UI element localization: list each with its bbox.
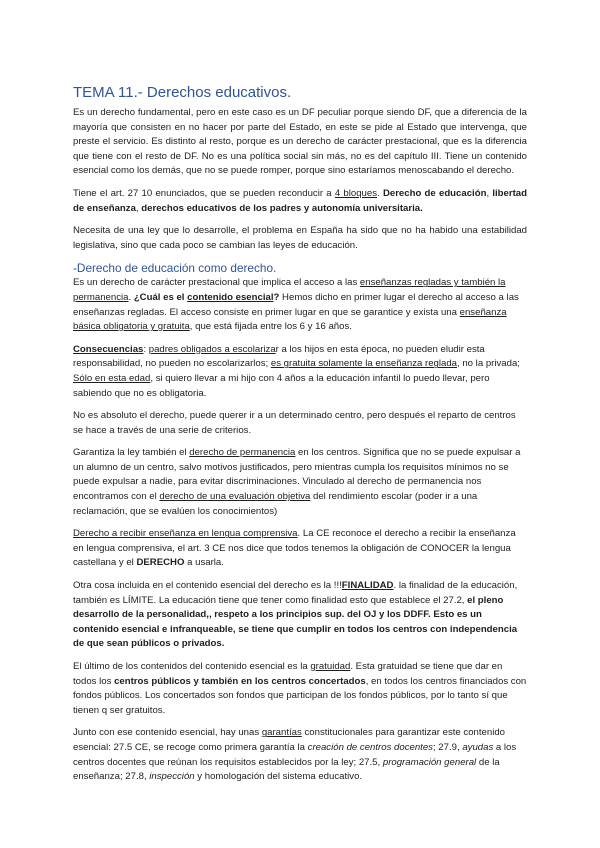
bold-text: ? [273, 291, 280, 303]
bold-underlined-text: contenido esencial [187, 291, 274, 303]
italic-text: programación general [382, 756, 477, 768]
text-run: del rendimiento escolar (poder ir a una reclamación, que se evalúen los conocimientos) [73, 491, 478, 517]
text-run: en los centros. Significa que no se puede expulsar a un alumno de un centro, salvo motivos justificados, pero mientras cumpla los requisitos mínimos no se puede expulsar a nadie, para evitar discriminaciones. Vinculado al derecho de permanencia nos encontramos con el [73, 447, 521, 503]
paragraph-permanencia [73, 446, 527, 519]
underlined-text: padres obligados a escolariza [148, 343, 276, 355]
text-run: . La CE reconoce el derecho a recibir la enseñanza en lengua comprensiva, el art. 3 CE nos dice que todos tenemos la obligación de CONOCER la lengua castellana y el [73, 528, 516, 569]
bold-text: centros públicos y también en los centros concertados [114, 675, 366, 687]
text-run: r a los hijos en esta época, no pueden eludir esta responsabilidad, no pueden no escolarizarlos; [73, 343, 485, 370]
text-run: Otra cosa incluida en el contenido esencial del derecho es la !!! [73, 580, 342, 592]
underlined-text: 4 bloques [334, 187, 378, 199]
bold-text: libertad de enseñanza [73, 187, 527, 214]
paragraph-gratuidad [73, 660, 527, 718]
text-run: a los centros docentes que reúnan los requisitos establecidos por la ley; 27.5, [73, 741, 517, 768]
paragraph-lengua [73, 527, 527, 571]
text-run: . Esta gratuidad se tiene que dar en todos los [73, 661, 503, 687]
text-run: . [377, 187, 383, 199]
text-run: ; 27.9, [432, 741, 463, 753]
underlined-text: enseñanza básica obligatoria y gratuita [73, 306, 507, 333]
section-heading: -Derecho de educación como derecho. [73, 261, 277, 276]
bold-text: Derecho de educación [382, 187, 487, 199]
italic-text: creación de centros docentes [307, 741, 433, 753]
document-page [73, 84, 527, 793]
text-run: , que está fijada entre los 6 y 16 años. [189, 321, 352, 333]
text-run: Es un derecho de carácter prestacional que implica el acceso a las [73, 277, 360, 289]
text-run: , no la privada; [457, 358, 520, 370]
text-run: : [143, 343, 149, 355]
text-run: constitucionales para garantizar este contenido esencial: 27.5 CE, se recoge como primera garantía la [73, 727, 506, 753]
underlined-text: Derecho a recibir enseñanza en lengua comprensiva [73, 528, 298, 540]
underlined-text: gratuidad [310, 661, 351, 672]
paragraph-finalidad [73, 579, 527, 652]
text-run: Garantiza la ley también el [73, 447, 190, 459]
italic-text: ayudas [462, 741, 494, 753]
bold-underlined-text: FINALIDAD [341, 580, 394, 592]
paragraph-ley: Necesita de una ley que lo desarrolle, el problema en España ha sido que no ha habido una estabilidad legislativa, sino que cada poco se cambian las leyes de educación. [73, 225, 527, 251]
underlined-text: garantías [261, 727, 302, 739]
text-run: , en todos los centros financiados con fondos públicos. Los concertados son fondos que participan de los fondos públicos, por lo tanto sí que tienen q ser gratuitos. [73, 675, 527, 716]
paragraph-art27 [73, 187, 527, 216]
text-run: . [128, 291, 134, 303]
page-title: TEMA 11.- Derechos educativos. [73, 84, 292, 101]
paragraph-prestacional [73, 276, 527, 334]
text-run: , [486, 187, 493, 199]
paragraph-garantias [73, 726, 527, 784]
text-run: Junto con ese contenido esencial, hay unas [73, 727, 262, 739]
bold-underlined-text: Consecuencias [73, 343, 144, 355]
text-run: , si quiero llevar a mi hijo con 4 años a la educación infantil lo puedo llevar, pero sabiendo que no es obligatoria. [73, 372, 490, 399]
italic-text: inspección [149, 771, 195, 783]
bold-text: ¿Cuál es el [133, 291, 188, 303]
text-run: Tiene el art. 27 10 enunciados, que se pueden reconducir a [73, 187, 335, 199]
underlined-text: Sólo en esta edad [73, 372, 151, 384]
paragraph-absoluto: No es absoluto el derecho, puede querer ir a un determinado centro, pero después el reparto de centros se hace a través de una serie de criterios. [73, 410, 516, 436]
bold-text: derechos educativos de los padres y autonomía universitaria. [141, 202, 423, 214]
text-run: de la enseñanza; 27.8, [73, 756, 500, 783]
text-run: y homologación del sistema educativo. [194, 771, 363, 783]
text-run: a usarla. [184, 557, 224, 569]
underlined-text: derecho de una evaluación objetiva [159, 491, 311, 503]
paragraph-intro: Es un derecho fundamental, pero en este caso es un DF peculiar porque siendo DF, que a diferencia de la mayoría que consisten en no hacer por parte del Estado, en este se pide al Estado que intervenga, que preste el servicio. Es distinto al resto, porque es un derecho de carácter prestacional, que es la diferencia que tiene con el resto de DF. No es una política social sin más, no es del capítulo III. Tiene un contenido esencial como los demás, que no se puede romper, porque sino estaríamos menoscabando el derecho. [73, 107, 527, 177]
underlined-text: es gratuita solamente la enseñanza reglada [270, 358, 458, 370]
bold-text: el pleno desarrollo de la personalidad,, respeto a los principios sup. del OJ y los DDFF. Esto es un contenido esencial e infranqueable, se tiene que cumplir en todos los centros con independencia de que sean públicos o privados. [73, 594, 518, 650]
text-run: , [135, 202, 142, 214]
text-run: El último de los contenidos del contenido esencial es la [73, 661, 311, 672]
text-run: . la finalidad de la educación, también es LÍMITE. La educación tiene que tener como finalidad esto que establece el 27.2, [73, 580, 518, 606]
paragraph-consecuencias [73, 343, 527, 401]
underlined-text: derecho de permanencia [189, 447, 296, 459]
bold-text: DERECHO [136, 557, 185, 569]
underlined-text: enseñanzas regladas y también la permanencia [73, 277, 506, 303]
text-run: Hemos dicho en primer lugar el derecho al acceso a las enseñanzas regladas. El acceso consiste en primer lugar en que se garantice y exista una [73, 291, 519, 318]
